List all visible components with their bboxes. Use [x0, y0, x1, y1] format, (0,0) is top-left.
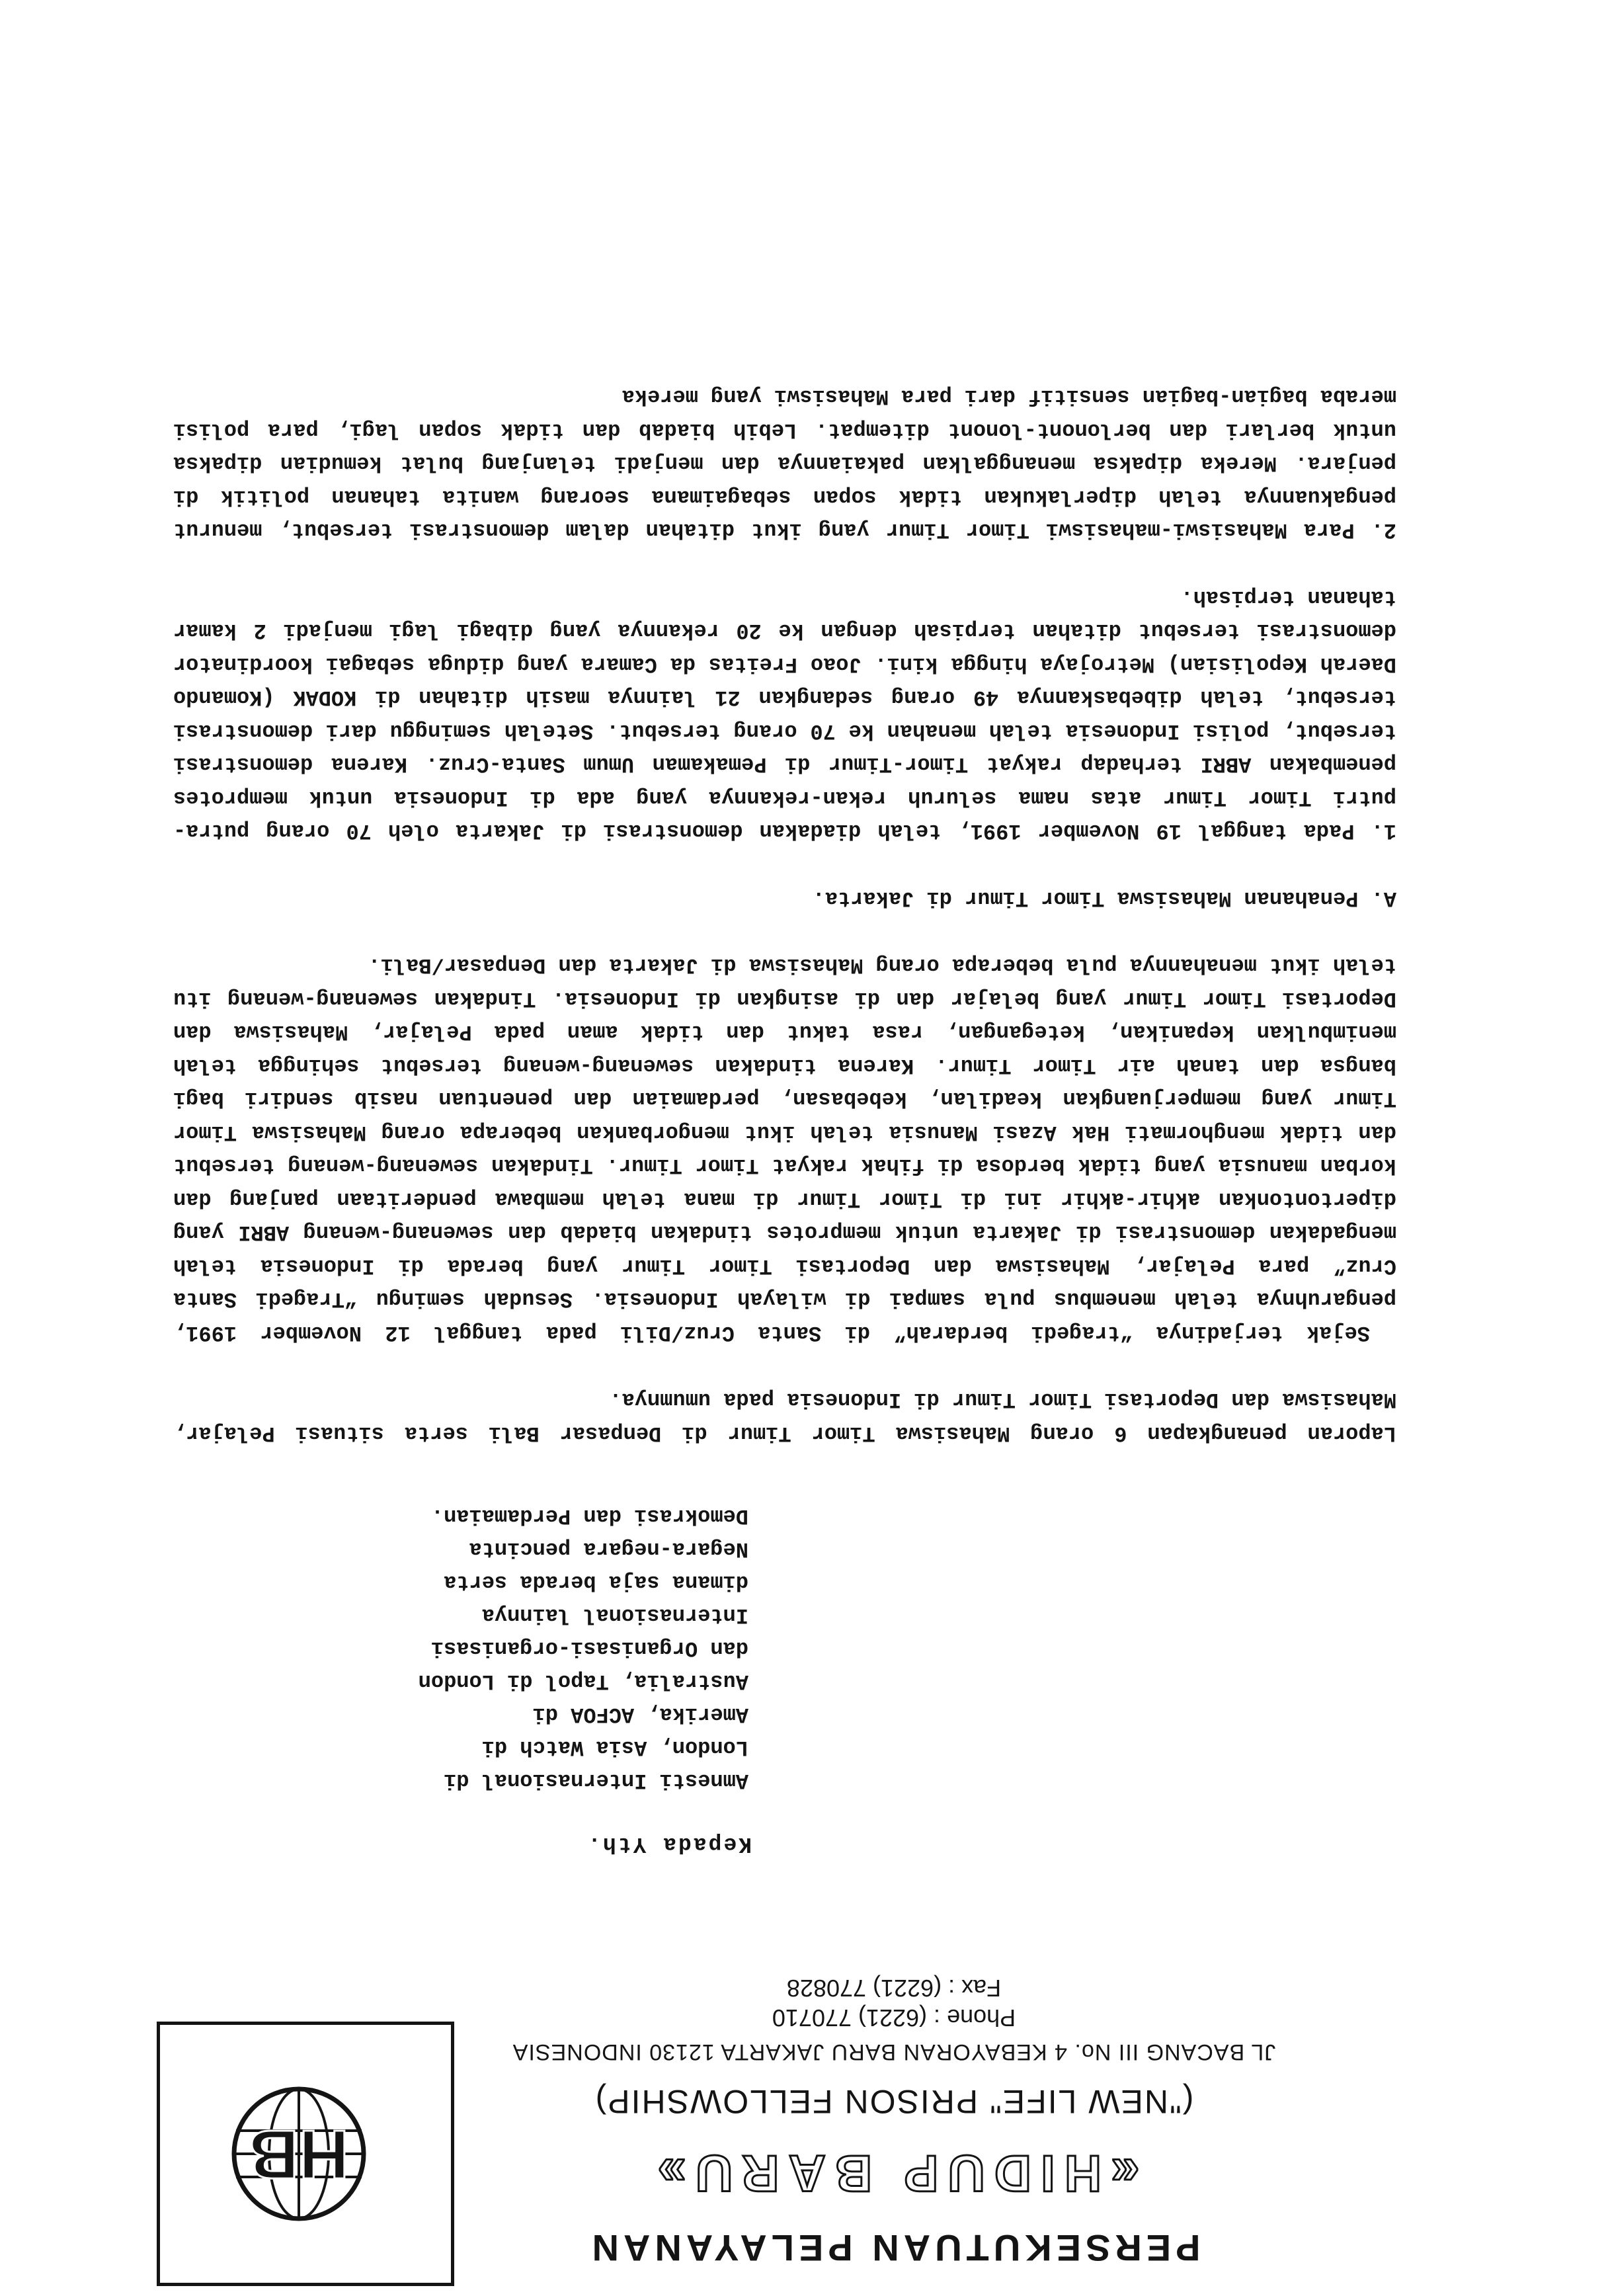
recipient-line: London, Asia Watch di: [481, 1735, 748, 1760]
recipient-line: Negara-negara pencinta: [469, 1537, 748, 1561]
org-address: JL BACANG III No. 4 KEBAYORAN BARU JAKARTA 12130 INDONESIA: [512, 2039, 1276, 2065]
globe-logo-icon: [229, 2084, 368, 2223]
letter-body: [173, 346, 1396, 1450]
body-paragraph: Sejak terjadinya “tragedi berdarah” di Santa Cruz/Dili pada tanggal 12 November 1991, pengaruhnya telah menembus pula sampai di wilayah Indonesia. Sesudah semingu “Tragedi Santa Cruz” para Pelajar, Mahasiswa dan Deportasi Timor Timur yang berada di Indonesia telah mengadakan demonstrasi di Jakarta untuk memprotes tindakan biadab dan sewenang-wenang ABRI yang dipertontonkan akhir-akhir ini di Timor Timur di mana telah membawa penderitaan panjang dan korban manusia yang tidak berdosa di fihak rakyat Timor Timur. Tindakan sewenang-wenang tersebut dan tidak menghormati Hak Azasi Manusia telah ikut mengorbankan beberapa orang Mahasiswa Timor Timur yang memperjuangkan keadilan, kebebasan, perdamaian dan penentuan nasib sendiri bagi bangsa dan tanah air Timor Timur. Karena tindakan sewenang-wenang tersebut sehingga telah menimbulkan kepanikan, ketegangan, rasa takut dan tidak aman pada Pelajar, Mahasiswa dan Deportasi Timor Timur yang belajar dan di asingkan di Indonesia. Tindakan sewenang-wenang itu telah ikut menahannya pula beberapa orang Mahasiswa di Jakarta dan Denpasar/Bali.: [173, 953, 1396, 1345]
org-fax: Fax : (6221) 770828: [786, 1975, 1002, 2002]
logo-text: HB: [249, 2115, 349, 2193]
recipient-line: Internasional lainnya: [481, 1603, 748, 1627]
recipient-line: dan Organisasi-organisasi: [430, 1636, 748, 1660]
body-paragraph: 1. Pada tanggal 19 November 1991, telah diadakan demonstrasi di Jakarta oleh 70 orang putra-putri Timor Timur atas nama seluruh rekan-rekannya yang ada di Indonesia untuk memprotes penembakan ABRI terhadap rakyat Timor-Timur di Pemakaman Umum Santa-Cruz. Karena demonstrasi tersebut, polisi Indonesia telah menahan ke 70 orang tersebut. Setelah seminggu dari demonstrasi tersebut, telah dibebaskannya 49 orang sedangkan 21 lainnya masih ditahan di KODAK (Komando Daerah Kepolisian) Metrojaya hingga kini. Joao Freitas da Camara yang diduga sebagai koordinator demonstrasi tersebut ditahan terpisah dengan ke 20 rekannya yang dibagi lagi menjadi 2 kamar tahanan terpisah.: [173, 585, 1396, 844]
org-subtitle: ("NEW LIFE" PRISON FELLOWSHIP): [594, 2083, 1194, 2120]
salutation: Kepada Yth.: [586, 1832, 752, 1856]
recipient-line: Amnesti Internasional di: [444, 1768, 748, 1793]
recipient-line: Amerika, ACFOA di: [532, 1702, 748, 1727]
section-heading: A. Penahanan Mahasiswa Timor Timur di Jakarta.: [812, 886, 1396, 911]
org-phone: Phone : (6221) 770710: [772, 2004, 1016, 2031]
recipient-line: dimana saja berada serta: [444, 1570, 748, 1594]
body-paragraph: 2. Para Mahasiswi-mahasiswi Timor Timur yang ikut ditahan dalam demonstrasi tersebut, menurut pengakuannya telah diperlakukan tidak sopan sebagaimana seorang wanita tahanan politik di penjara. Mereka dipaksa menanggalkan pakaiannya dan menjadi telanjang bulat kemudian dipaksa untuk berlari dan berlonont-lonont ditempat. Lebih biadab dan tidak sopan lagi, para polisi meraba bagian-bagian sensitif dari para Mahasiswi yang mereka: [173, 384, 1396, 543]
recipient-line: Demokrasi dan Perdamaian.: [430, 1504, 748, 1528]
recipient-list: [345, 1499, 748, 1797]
recipient-line: Australia, Tapol di London: [418, 1669, 748, 1694]
logo-box: [157, 2022, 454, 2286]
subject-paragraph: Laporan penangkapan 6 orang Mahasiswa Timor Timur di Denpasar Bali serta situasi Pelajar, Mahasiswa dan Deportasi Timor Timur di Indonesia pada umumnya.: [173, 1387, 1396, 1446]
org-name: PERSEKUTUAN PELAYANAN: [587, 2227, 1201, 2269]
org-title: «HIDUP BARU»: [648, 2145, 1140, 2203]
